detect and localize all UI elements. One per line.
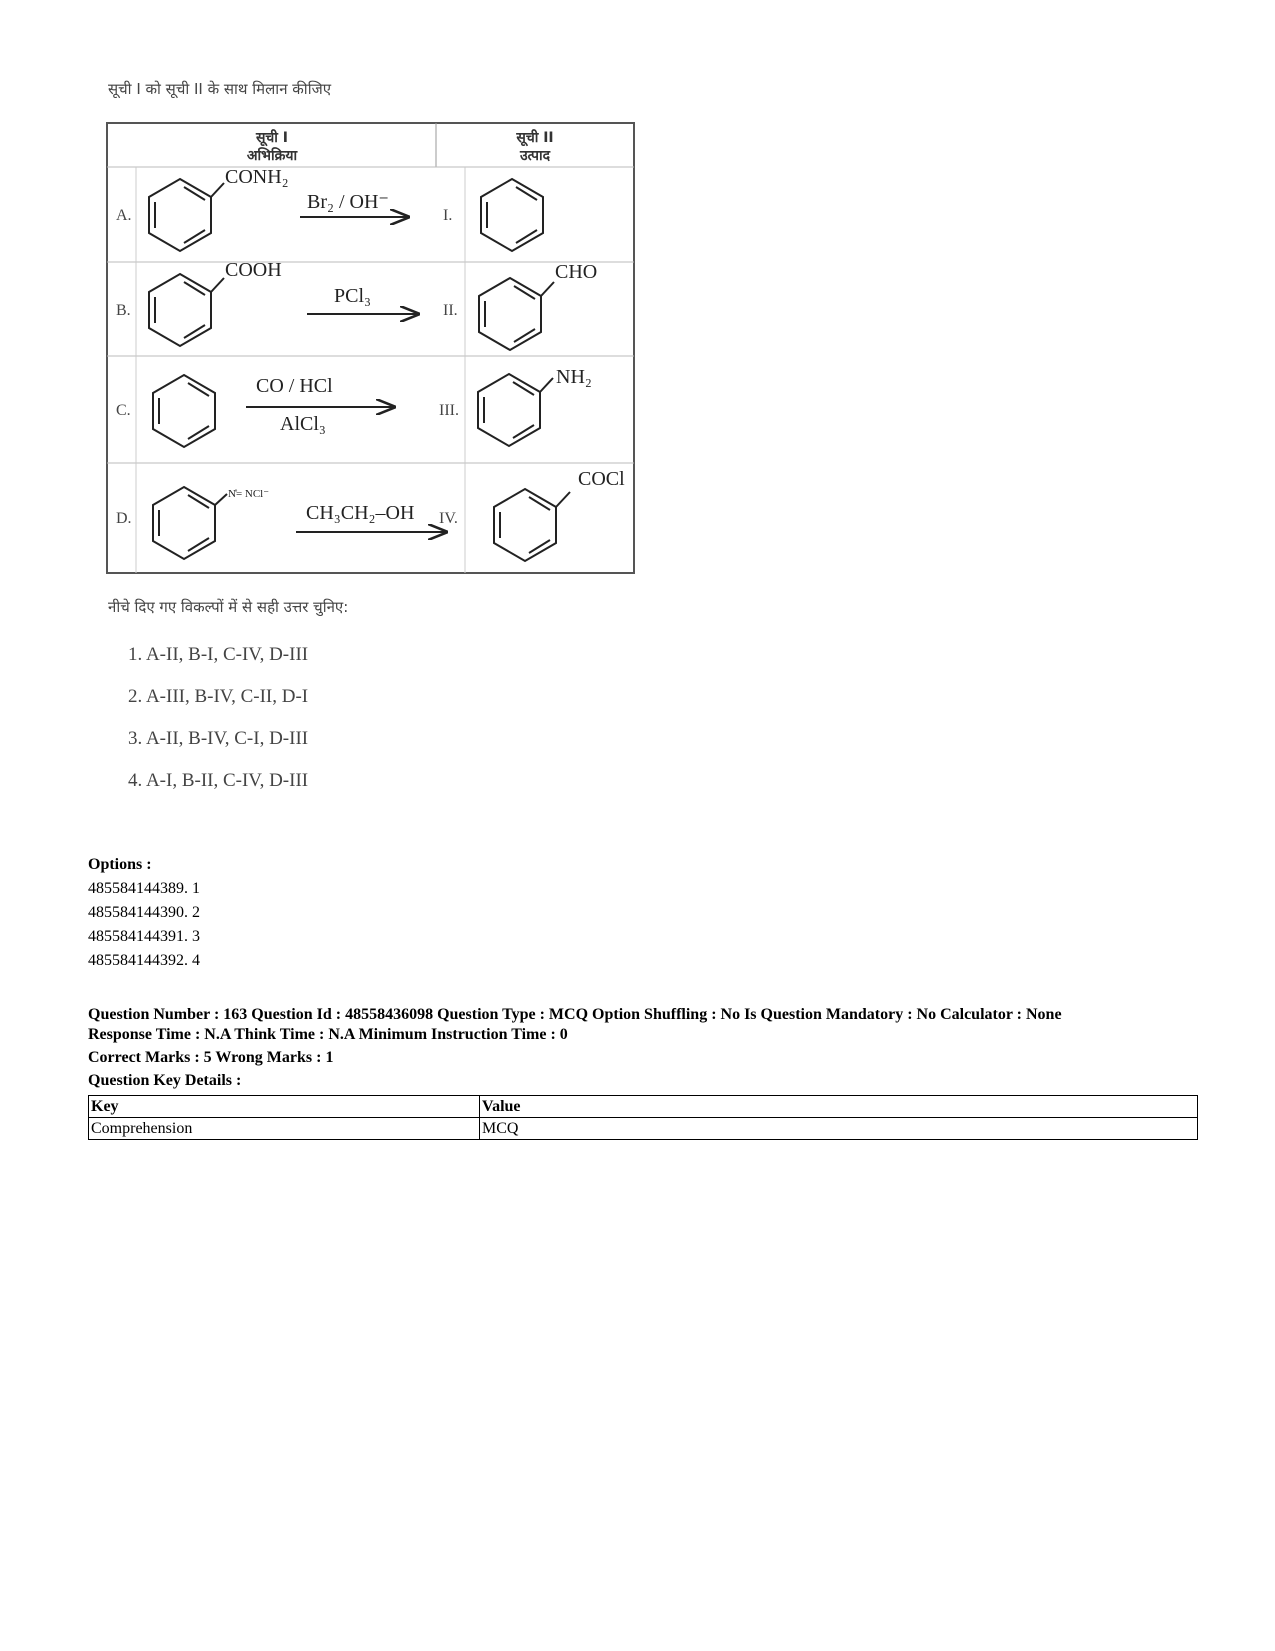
product-substituent-iii: NH₂ — [556, 366, 592, 388]
row-label-c: C. — [116, 402, 131, 419]
instruction-text: सूची I को सूची II के साथ मिलान कीजिए — [108, 80, 332, 98]
table-cell-value: MCQ — [480, 1118, 1198, 1140]
options-title: Options : — [88, 856, 152, 873]
list1-subtitle: अभिक्रिया — [246, 148, 298, 164]
option-item: 485584144389. 1 — [88, 880, 200, 897]
answer-choice-4: 4. A-I, B-II, C-IV, D-III — [128, 770, 309, 791]
product-label-iv: IV. — [439, 510, 458, 527]
option-item: 485584144390. 2 — [88, 904, 200, 921]
product-substituent-iv: COCl — [578, 468, 625, 490]
answer-choice-1: 1. A-II, B-I, C-IV, D-III — [128, 644, 309, 665]
row-label-d: D. — [116, 510, 132, 527]
answer-choice-2: 2. A-III, B-IV, C-II, D-I — [128, 686, 309, 707]
reagent-a: Br₂ / OH⁻ — [307, 191, 389, 213]
table-header-key: Key — [89, 1096, 480, 1118]
meta-line-marks: Correct Marks : 5 Wrong Marks : 1 — [88, 1049, 334, 1066]
list2-subtitle: उत्पाद — [519, 148, 551, 164]
table-cell-key: Comprehension — [89, 1118, 480, 1140]
substituent-a: CONH₂ — [225, 166, 289, 188]
option-item: 485584144391. 3 — [88, 928, 200, 945]
benzene-ring-icon — [153, 375, 215, 447]
row-label-a: A. — [116, 207, 132, 224]
reagent-c-bottom: AlCl₃ — [280, 413, 326, 435]
benzene-ring-icon — [149, 179, 211, 251]
benzene-ring-icon — [494, 489, 556, 561]
product-label-i: I. — [443, 207, 453, 224]
table-row — [89, 1118, 1198, 1140]
question-image — [100, 70, 660, 830]
reagent-d: CH₃CH₂–OH — [306, 502, 415, 524]
benzene-ring-icon — [478, 374, 540, 446]
question-meta — [88, 1005, 1198, 1091]
choose-text: नीचे दिए गए विकल्पों में से सही उत्तर चुनिए: — [108, 598, 349, 616]
options-block — [88, 853, 200, 973]
meta-line-question: Question Number : 163 Question Id : 48558436098 Question Type : MCQ Option Shuffling : No Is Question Mandatory : No Calculator : None — [88, 1006, 1062, 1023]
answer-choice-3: 3. A-II, B-IV, C-I, D-III — [128, 728, 309, 749]
list2-title: सूची II — [516, 130, 554, 146]
product-label-iii: III. — [439, 402, 459, 419]
meta-line-key-details: Question Key Details : — [88, 1072, 242, 1089]
product-substituent-ii: CHO — [555, 261, 598, 283]
product-label-ii: II. — [443, 302, 458, 319]
benzene-ring-icon — [481, 179, 543, 251]
benzene-ring-icon — [479, 278, 541, 350]
substituent-b: COOH — [225, 259, 282, 281]
row-label-b: B. — [116, 302, 131, 319]
table-header-row — [89, 1096, 1198, 1118]
benzene-ring-icon — [153, 487, 215, 559]
meta-line-timing: Response Time : N.A Think Time : N.A Minimum Instruction Time : 0 — [88, 1026, 568, 1043]
reagent-b: PCl₃ — [334, 285, 371, 307]
reagent-c-top: CO / HCl — [256, 375, 333, 397]
substituent-d: N̊= NCl⁻ — [228, 488, 270, 500]
table-header-value: Value — [480, 1096, 1198, 1118]
option-item: 485584144392. 4 — [88, 952, 200, 969]
key-details-table — [88, 1095, 1198, 1140]
benzene-ring-icon — [149, 274, 211, 346]
list1-title: सूची I — [255, 130, 289, 146]
